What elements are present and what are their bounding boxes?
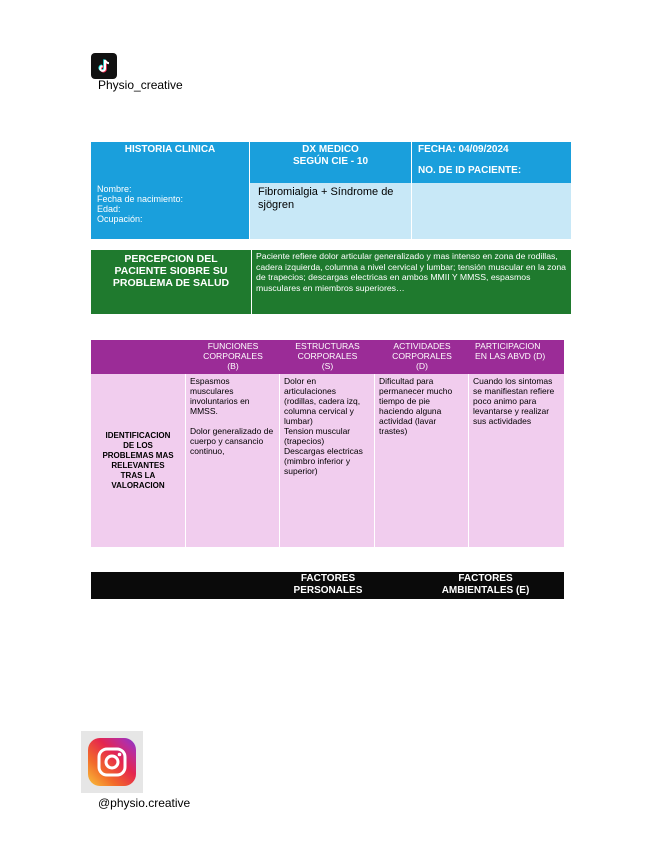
- header-estructuras: ESTRUCTURAS CORPORALES (S): [280, 340, 375, 374]
- factores-table: [91, 572, 564, 599]
- field-fecha-nacimiento: Fecha de nacimiento:: [97, 194, 184, 204]
- dx-line2: SEGÚN CIE - 10: [292, 156, 369, 167]
- percepcion-table: [91, 250, 571, 314]
- cell-funciones: Espasmos musculares involuntarios en MMSS. Dolor generalizado de cuerpo y cansancio continuo,: [186, 374, 280, 547]
- factores-personales: FACTORES PERSONALES: [293, 573, 363, 596]
- dx-header: [250, 142, 411, 183]
- id-value-cell: [412, 183, 571, 239]
- historia-title: HISTORIA CLINICA: [124, 144, 216, 155]
- diagnosis-cell: Fibromialgia + Síndrome de sjögren: [250, 183, 411, 239]
- top-handle: Physio_creative: [98, 78, 183, 92]
- dx-line1: DX MEDICO: [302, 144, 359, 155]
- bottom-handle: @physio.creative: [98, 796, 191, 810]
- historia-clinica-table: [91, 142, 571, 239]
- cell-estructuras: Dolor en articulaciones (rodillas, cadera izq, columna cervical y lumbar) Tension muscular (trapecios) Descargas electricas (mimbro inferior y superior): [280, 374, 375, 547]
- header-funciones: FUNCIONES CORPORALES (B): [186, 340, 280, 374]
- id-paciente-label: NO. DE ID PACIENTE:: [418, 165, 522, 176]
- factores-ambientales: FACTORES AMBIENTALES (E): [441, 573, 530, 596]
- problemas-table: [91, 340, 564, 547]
- fecha-header: [412, 142, 571, 183]
- cell-actividades: Dificultad para permanecer mucho tiempo de pie haciendo alguna actividad (lavar trastes): [375, 374, 469, 547]
- percepcion-text: Paciente refiere dolor articular generalizado y mas intenso en zona de rodillas, cadera izquierda, columna a nivel cervical y lumbar; tensión muscular en la zona de trapecios; descargas electricas en ambos MMII Y MMSS, espasmos musculares en miembros superiores…: [256, 251, 567, 293]
- instagram-icon: [81, 731, 143, 793]
- header-actividades: ACTIVIDADES CORPORALES (D): [375, 340, 469, 374]
- percepcion-label-line2: PACIENTE SIOBRE SU: [114, 265, 228, 277]
- header-participacion: PARTICIPACION EN LAS ABVD (D): [469, 340, 564, 374]
- row-label: IDENTIFICACION DE LOS PROBLEMAS MAS RELEVANTES TRAS LA VALORACION: [91, 374, 186, 547]
- percepcion-divider: [251, 250, 252, 314]
- fecha-label: FECHA: 04/09/2024: [418, 144, 509, 155]
- percepcion-label-line1: PERCEPCION DEL: [124, 253, 218, 265]
- historia-header: [91, 142, 249, 183]
- patient-fields: [91, 183, 249, 239]
- percepcion-label-line3: PROBLEMA DE SALUD: [112, 277, 230, 289]
- field-ocupacion: Ocupación:: [97, 214, 143, 224]
- field-edad: Edad:: [97, 204, 121, 214]
- cell-participacion: Cuando los sintomas se manifiestan refiere poco animo para levantarse y realizar sus actividades: [469, 374, 564, 547]
- percepcion-label: [91, 250, 251, 314]
- tiktok-icon: [91, 53, 117, 79]
- header-blank: [91, 340, 186, 374]
- field-nombre: Nombre:: [97, 184, 132, 194]
